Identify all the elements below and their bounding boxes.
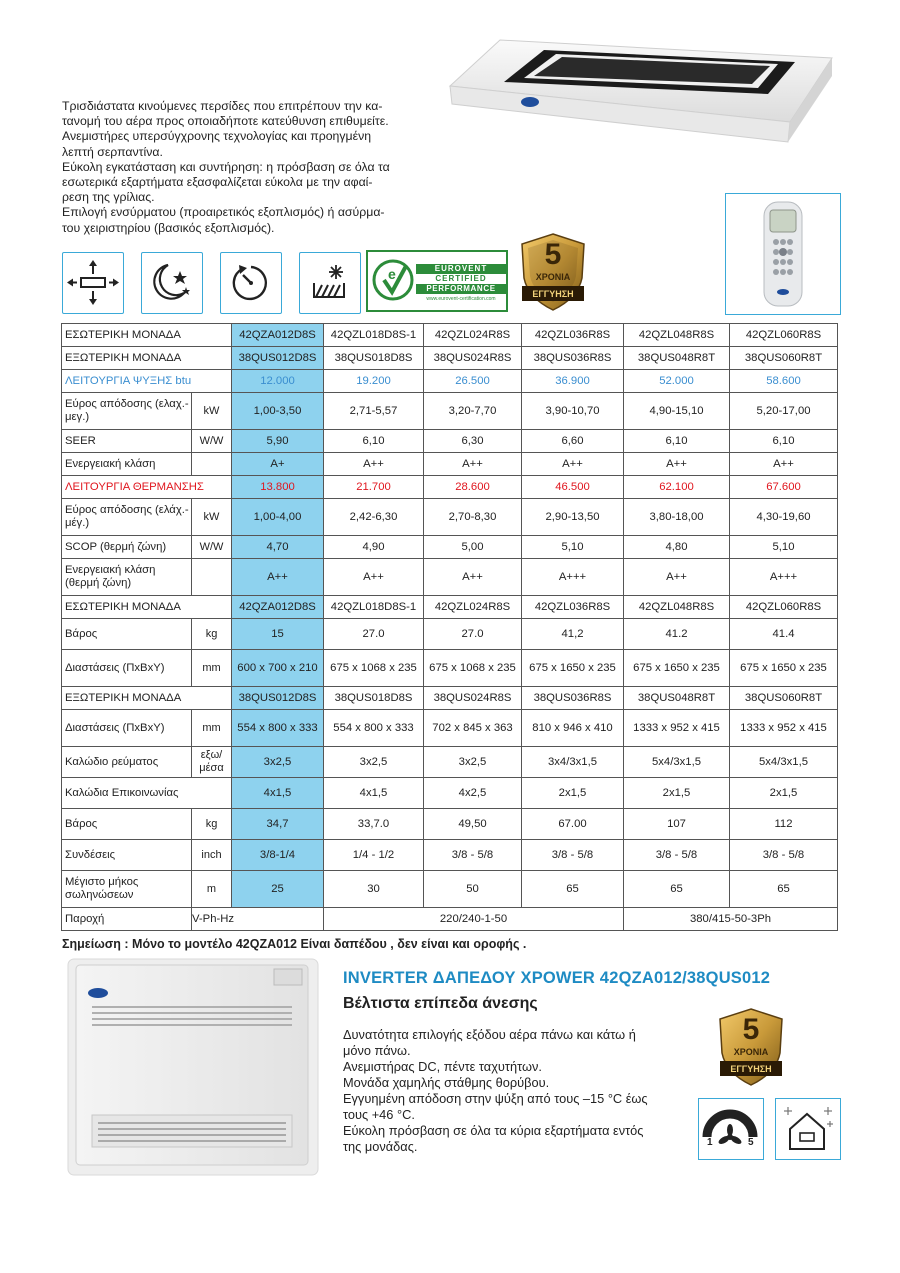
spec-cell: 2,90-13,50 (522, 499, 624, 536)
spec-row-label: Διαστάσεις (ΠxΒxΥ) (62, 710, 192, 747)
spec-row-label: Βάρος (62, 619, 192, 650)
spec-cell: 675 x 1068 x 235 (424, 650, 522, 687)
warranty-guarantee-label: ΕΓΓΥΗΣΗ (532, 289, 574, 299)
spec-row-label: ΕΞΩΤΕΡΙΚΗ ΜΟΝΑΔΑ (62, 687, 232, 710)
spec-row-unit: kg (192, 809, 232, 840)
spec-cell: 65 (730, 871, 838, 908)
product-description (343, 1027, 693, 1155)
spec-cell: 5,20-17,00 (730, 393, 838, 430)
warranty-badge-bottom (716, 1007, 786, 1087)
spec-cell: 5x4/3x1,5 (624, 747, 730, 778)
spec-row (62, 710, 838, 747)
spec-cell: 3/8-1/4 (232, 840, 324, 871)
description-line: Εύκολη πρόσβαση σε όλα τα κύρια εξαρτήματα εντός (343, 1123, 644, 1138)
spec-row-unit: inch (192, 840, 232, 871)
spec-row-label: ΛΕΙΤΟΥΡΓΙΑ ΘΕΡΜΑΝΣΗΣ (62, 476, 232, 499)
spec-row-label: ΕΣΩΤΕΡΙΚΗ ΜΟΝΑΔΑ (62, 324, 232, 347)
spec-cell: 42QZL024R8S (424, 596, 522, 619)
spec-cell: 675 x 1650 x 235 (522, 650, 624, 687)
spec-cell: 25 (232, 871, 324, 908)
spec-cell: 38QUS012D8S (232, 347, 324, 370)
spec-cell: 4,80 (624, 536, 730, 559)
spec-row-label: ΛΕΙΤΟΥΡΓΙΑ ΨΥΞΗΣ btu (62, 370, 232, 393)
spec-cell: 2,70-8,30 (424, 499, 522, 536)
spec-cell: A+++ (522, 559, 624, 596)
spec-row-label: ΕΣΩΤΕΡΙΚΗ ΜΟΝΑΔΑ (62, 596, 232, 619)
spec-cell: 27.0 (324, 619, 424, 650)
supply-label: Παροχή (62, 908, 192, 931)
spec-cell: 4,70 (232, 536, 324, 559)
description-line: Ανεμιστήρας DC, πέντε ταχυτήτων. (343, 1059, 542, 1074)
spec-row (62, 596, 838, 619)
spec-cell: 3x4/3x1,5 (522, 747, 624, 778)
night-mode-icon (141, 252, 203, 314)
spec-cell: 1333 x 952 x 415 (624, 710, 730, 747)
spec-cell: 6,10 (624, 430, 730, 453)
spec-cell: A++ (232, 559, 324, 596)
spec-cell: 36.900 (522, 370, 624, 393)
spec-row (62, 430, 838, 453)
spec-row-unit: εξω/ μέσα (192, 747, 232, 778)
spec-row-unit: kW (192, 499, 232, 536)
description-line: μόνο πάνω. (343, 1043, 411, 1058)
spec-row-label: Μέγιστο μήκος σωληνώσεων (62, 871, 192, 908)
ceiling-unit-image (440, 18, 840, 158)
description-line: Δυνατότητα επιλογής εξόδου αέρα πάνω και κάτω ή (343, 1027, 636, 1042)
spec-cell: 1/4 - 1/2 (324, 840, 424, 871)
spec-row-unit (192, 453, 232, 476)
spec-cell: 3,90-10,70 (522, 393, 624, 430)
spec-row-label: Ενεργειακή κλάση (θερμή ζώνη) (62, 559, 192, 596)
spec-cell: 4x2,5 (424, 778, 522, 809)
spec-row-label: Εύρος απόδοσης (ελάχ.-μέγ.) (62, 499, 192, 536)
spec-cell: 34,7 (232, 809, 324, 840)
spec-cell: 28.600 (424, 476, 522, 499)
spec-cell: 41.4 (730, 619, 838, 650)
spec-cell: 38QUS036R8S (522, 347, 624, 370)
airflow-3d-icon (62, 252, 124, 314)
spec-cell: 38QUS024R8S (424, 687, 522, 710)
spec-row-supply (62, 908, 838, 931)
spec-row-unit: mm (192, 710, 232, 747)
spec-cell: 49,50 (424, 809, 522, 840)
spec-cell: 38QUS024R8S (424, 347, 522, 370)
spec-row-unit: kg (192, 619, 232, 650)
spec-cell: 42QZL024R8S (424, 324, 522, 347)
spec-cell: 4x1,5 (324, 778, 424, 809)
spec-cell: 50 (424, 871, 522, 908)
spec-cell: 52.000 (624, 370, 730, 393)
fan-speed-high-label: 5 (748, 1137, 754, 1148)
spec-row (62, 619, 838, 650)
spec-cell: 600 x 700 x 210 (232, 650, 324, 687)
spec-cell: 42QZL036R8S (522, 324, 624, 347)
spec-cell: 38QUS060R8T (730, 347, 838, 370)
fan-speed-icon (698, 1098, 764, 1160)
spec-cell: 65 (522, 871, 624, 908)
spec-cell: 67.600 (730, 476, 838, 499)
intro-line: ρεση της γρίλιας. (62, 190, 155, 205)
spec-cell: 3/8 - 5/8 (624, 840, 730, 871)
warranty-badge (518, 232, 588, 312)
svg-text:e: e (388, 266, 396, 282)
note-text: Σημείωση : Μόνο το μοντέλο 42QZA012 Είναι δαπέδου , δεν είναι και οροφής . (62, 937, 527, 951)
spec-cell: 6,10 (730, 430, 838, 453)
spec-cell: 58.600 (730, 370, 838, 393)
spec-row (62, 324, 838, 347)
spec-cell: 2,42-6,30 (324, 499, 424, 536)
spec-cell: 42QZL060R8S (730, 596, 838, 619)
spec-cell: 42QZL018D8S-1 (324, 596, 424, 619)
eurovent-logo (366, 250, 508, 312)
spec-cell: 675 x 1068 x 235 (324, 650, 424, 687)
eurovent-line1: EUROVENT (416, 264, 506, 274)
spec-cell: 3/8 - 5/8 (424, 840, 522, 871)
spec-cell: 13.800 (232, 476, 324, 499)
spec-row-unit: mm (192, 650, 232, 687)
spec-cell: 2x1,5 (522, 778, 624, 809)
spec-row (62, 747, 838, 778)
spec-row-label: SEER (62, 430, 192, 453)
description-line: της μονάδας. (343, 1139, 418, 1154)
spec-row (62, 370, 838, 393)
spec-row (62, 453, 838, 476)
spec-row-unit: kW (192, 393, 232, 430)
eurovent-line3: PERFORMANCE (416, 284, 506, 294)
spec-cell: 1333 x 952 x 415 (730, 710, 838, 747)
spec-cell: 554 x 800 x 333 (232, 710, 324, 747)
spec-row (62, 347, 838, 370)
intro-paragraph (62, 99, 462, 236)
spec-cell: 27.0 (424, 619, 522, 650)
spec-cell: 3x2,5 (232, 747, 324, 778)
spec-cell: A++ (424, 453, 522, 476)
spec-cell: A++ (730, 453, 838, 476)
spec-row-label: Εύρος απόδοσης (ελαχ.-μεγ.) (62, 393, 192, 430)
spec-cell: 675 x 1650 x 235 (730, 650, 838, 687)
intro-line: Επιλογή ενσύρματου (προαιρετικός εξοπλισμός) ή ασύρμα- (62, 205, 385, 220)
spec-cell: 42QZL036R8S (522, 596, 624, 619)
spec-cell: 38QUS060R8T (730, 687, 838, 710)
spec-cell: 33,7.0 (324, 809, 424, 840)
spec-row-label: SCOP (θερμή ζώνη) (62, 536, 192, 559)
eurovent-url: www.eurovent-certification.com (426, 296, 496, 302)
anti-frost-icon (299, 252, 361, 314)
spec-cell: 38QUS018D8S (324, 347, 424, 370)
spec-cell: 42QZL060R8S (730, 324, 838, 347)
spec-cell: 41.2 (624, 619, 730, 650)
spec-row (62, 393, 838, 430)
spec-cell: 107 (624, 809, 730, 840)
spec-cell: 4,30-19,60 (730, 499, 838, 536)
spec-cell: 62.100 (624, 476, 730, 499)
spec-cell: 4,90-15,10 (624, 393, 730, 430)
spec-cell: 65 (624, 871, 730, 908)
spec-cell: 42QZL048R8S (624, 324, 730, 347)
spec-cell: 5x4/3x1,5 (730, 747, 838, 778)
timer-icon (220, 252, 282, 314)
spec-cell: 38QUS012D8S (232, 687, 324, 710)
spec-cell: 675 x 1650 x 235 (624, 650, 730, 687)
intro-line: Ανεμιστήρες υπερσύγχρονης τεχνολογίας και προηγμένη (62, 129, 372, 144)
spec-row-unit (192, 559, 232, 596)
spec-row (62, 840, 838, 871)
product-subtitle: Βέλτιστα επίπεδα άνεσης (343, 995, 538, 1012)
spec-cell: 6,10 (324, 430, 424, 453)
supply-value-three-phase: 380/415-50-3Ph (624, 908, 838, 931)
spec-row (62, 871, 838, 908)
spec-cell: A+++ (730, 559, 838, 596)
spec-row-label: Καλώδιο ρεύματος (62, 747, 192, 778)
spec-cell: A++ (324, 559, 424, 596)
spec-table (61, 323, 838, 931)
spec-cell: 12.000 (232, 370, 324, 393)
spec-cell: 6,30 (424, 430, 522, 453)
spec-cell: 42QZA012D8S (232, 324, 324, 347)
description-line: τους +46 °C. (343, 1107, 415, 1122)
intro-line: Εύκολη εγκατάσταση και συντήρηση: η πρόσβαση σε όλα τα (62, 159, 390, 174)
intro-line: του χειριστηρίου (βασικός εξοπλισμός). (62, 220, 275, 235)
spec-cell: 5,00 (424, 536, 522, 559)
spec-row-label: Διαστάσεις (ΠxΒxΥ) (62, 650, 192, 687)
spec-cell: 702 x 845 x 363 (424, 710, 522, 747)
spec-cell: 810 x 946 x 410 (522, 710, 624, 747)
spec-cell: 42QZL018D8S-1 (324, 324, 424, 347)
remote-control-image (725, 193, 841, 315)
spec-row-label: Ενεργειακή κλάση (62, 453, 192, 476)
spec-row (62, 778, 838, 809)
spec-cell: 3/8 - 5/8 (522, 840, 624, 871)
spec-row-unit: W/W (192, 430, 232, 453)
spec-cell: 2,71-5,57 (324, 393, 424, 430)
spec-cell: A+ (232, 453, 324, 476)
spec-cell: 30 (324, 871, 424, 908)
spec-cell: A++ (424, 559, 522, 596)
warranty-years-label: ΧΡΟΝΙΑ (733, 1047, 769, 1057)
spec-cell: 112 (730, 809, 838, 840)
intro-line: Τρισδιάστατα κινούμενες περσίδες που επιτρέπουν την κα- (62, 99, 383, 113)
floor-unit-image (62, 955, 324, 1180)
spec-cell: 4,90 (324, 536, 424, 559)
spec-cell: 41,2 (522, 619, 624, 650)
spec-row (62, 476, 838, 499)
spec-row-label: Καλώδια Επικοινωνίας (62, 778, 232, 809)
eurovent-line2: CERTIFIED (435, 274, 487, 283)
spec-cell: 2x1,5 (730, 778, 838, 809)
house-frost-icon (775, 1098, 841, 1160)
spec-cell: 1,00-3,50 (232, 393, 324, 430)
intro-line: λεπτή σερπαντίνα. (62, 144, 163, 159)
warranty-guarantee-label: ΕΓΓΥΗΣΗ (730, 1064, 772, 1074)
spec-cell: 554 x 800 x 333 (324, 710, 424, 747)
spec-cell: 1,00-4,00 (232, 499, 324, 536)
spec-cell: 38QUS036R8S (522, 687, 624, 710)
spec-row-unit: W/W (192, 536, 232, 559)
spec-cell: 46.500 (522, 476, 624, 499)
intro-line: τανομή του αέρα προς οποιαδήποτε κατεύθυνση επιθυμείτε. (62, 114, 389, 129)
supply-unit: V-Ph-Hz (192, 908, 324, 931)
spec-cell: 19.200 (324, 370, 424, 393)
spec-row-label: Βάρος (62, 809, 192, 840)
spec-cell: 2x1,5 (624, 778, 730, 809)
spec-row-label: Συνδέσεις (62, 840, 192, 871)
spec-cell: A++ (324, 453, 424, 476)
spec-row (62, 536, 838, 559)
spec-cell: 3x2,5 (324, 747, 424, 778)
spec-cell: 38QUS048R8T (624, 347, 730, 370)
supply-value-single-phase: 220/240-1-50 (324, 908, 624, 931)
spec-row (62, 650, 838, 687)
warranty-years-label: ΧΡΟΝΙΑ (535, 272, 571, 282)
product-title: INVERTER ΔΑΠΕΔΟΥ XPOWER 42QZA012/38QUS012 (343, 969, 771, 987)
spec-cell: 38QUS018D8S (324, 687, 424, 710)
description-line: Εγγυημένη απόδοση στην ψύξη από τους –15 °C έως (343, 1091, 648, 1106)
spec-cell: 3x2,5 (424, 747, 522, 778)
warranty-number: 5 (742, 1013, 760, 1046)
spec-cell: 42QZL048R8S (624, 596, 730, 619)
spec-cell: 67.00 (522, 809, 624, 840)
spec-cell: A++ (624, 559, 730, 596)
fan-speed-low-label: 1 (707, 1137, 713, 1148)
spec-cell: 21.700 (324, 476, 424, 499)
spec-row-label: ΕΞΩΤΕΡΙΚΗ ΜΟΝΑΔΑ (62, 347, 232, 370)
spec-row (62, 499, 838, 536)
spec-cell: 38QUS048R8T (624, 687, 730, 710)
spec-cell: 3/8 - 5/8 (730, 840, 838, 871)
spec-row (62, 809, 838, 840)
spec-cell: A++ (522, 453, 624, 476)
spec-row (62, 687, 838, 710)
spec-cell: 6,60 (522, 430, 624, 453)
spec-row (62, 559, 838, 596)
spec-cell: 15 (232, 619, 324, 650)
spec-row-unit: m (192, 871, 232, 908)
spec-cell: 5,90 (232, 430, 324, 453)
intro-line: εσωτερικά εξαρτήματα εξασφαλίζεται εύκολα με την αφαί- (62, 175, 373, 190)
spec-cell: 5,10 (730, 536, 838, 559)
spec-cell: 42QZA012D8S (232, 596, 324, 619)
spec-cell: 26.500 (424, 370, 522, 393)
description-line: Μονάδα χαμηλής στάθμης θορύβου. (343, 1075, 550, 1090)
warranty-number: 5 (544, 238, 562, 271)
spec-cell: A++ (624, 453, 730, 476)
spec-cell: 5,10 (522, 536, 624, 559)
spec-cell: 4x1,5 (232, 778, 324, 809)
spec-cell: 3,20-7,70 (424, 393, 522, 430)
spec-cell: 3,80-18,00 (624, 499, 730, 536)
